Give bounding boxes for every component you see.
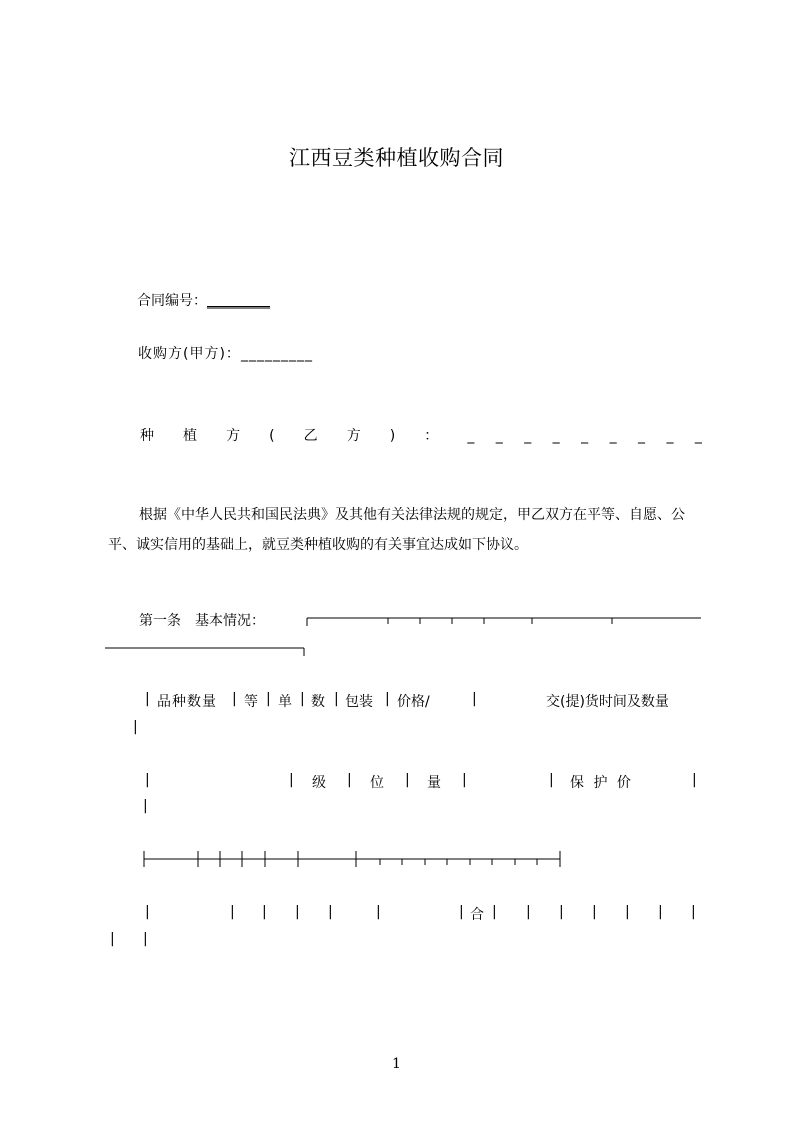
table-cell: | bbox=[300, 691, 305, 707]
table-cell: | bbox=[405, 772, 410, 788]
table-header-cell: 品种数量 bbox=[157, 694, 217, 710]
table-cell: | bbox=[462, 772, 467, 788]
table-header-cell: 保 护 价 bbox=[570, 775, 631, 791]
table-cell: | bbox=[691, 904, 696, 920]
table-header-cell: 合 bbox=[470, 907, 484, 923]
table-cell: | bbox=[347, 772, 352, 788]
grower-label-char: 植 bbox=[183, 428, 198, 444]
grower-label-char: ( bbox=[269, 428, 275, 444]
table-cell: | bbox=[625, 904, 630, 920]
table-cell: | bbox=[230, 904, 235, 920]
table-cell: | bbox=[559, 904, 564, 920]
grower-blank[interactable]: _ _ _ _ _ _ _ _ _ bbox=[467, 428, 702, 444]
table-cell: | bbox=[526, 904, 531, 920]
grower-label-char: 乙 bbox=[303, 428, 318, 444]
table-cell: | bbox=[334, 691, 339, 707]
grower-label-char: ： bbox=[424, 428, 439, 444]
table-header-cell: 单 bbox=[278, 694, 292, 710]
buyer-label: 收购方(甲方)： bbox=[138, 346, 241, 362]
table-cell: | bbox=[289, 772, 294, 788]
table-cell: | bbox=[549, 772, 554, 788]
table-cell: | bbox=[145, 904, 150, 920]
intro-paragraph: 根据《中华人民共和国民法典》及其他有关法律法规的规定，甲乙双方在平等、自愿、公平、诚实信用的基础上，就豆类种植收购的有关事宜达成如下协议。 bbox=[108, 507, 685, 553]
table-header-cell: 包装 bbox=[345, 694, 373, 710]
table-header-cell: 等 bbox=[244, 694, 258, 710]
table-cell: | bbox=[145, 691, 150, 707]
table-cell: | bbox=[143, 798, 148, 814]
table-cell: | bbox=[295, 904, 300, 920]
table-header-cell: 交(提)货时间及数量 bbox=[546, 694, 669, 710]
table-cell: | bbox=[232, 691, 237, 707]
table-cell: | bbox=[385, 691, 390, 707]
table-cell: | bbox=[133, 719, 138, 735]
table-header-cell: 价格/ bbox=[397, 694, 430, 710]
grower-label-char: 方 bbox=[346, 428, 361, 444]
table-cell: | bbox=[376, 904, 381, 920]
buyer-blank[interactable]: _________ bbox=[240, 346, 313, 362]
table-cell: | bbox=[266, 691, 271, 707]
page-number: 1 bbox=[392, 1056, 401, 1072]
table-cell: | bbox=[492, 904, 497, 920]
contract-number-label: 合同编号： bbox=[137, 293, 207, 309]
table-cell: | bbox=[110, 931, 115, 947]
table-header-cell: 量 bbox=[427, 775, 441, 791]
table-cell: | bbox=[145, 772, 150, 788]
table-cell: | bbox=[328, 904, 333, 920]
grower-label-char: ) bbox=[389, 428, 396, 444]
table-cell: | bbox=[658, 904, 663, 920]
contract-number-blank[interactable]: _________ bbox=[207, 293, 270, 309]
table-cell: | bbox=[472, 691, 477, 707]
article-1-heading: 第一条 基本情况： bbox=[139, 613, 265, 629]
document-title: 江西豆类种植收购合同 bbox=[289, 146, 504, 170]
table-header-cell: 级 bbox=[312, 775, 326, 791]
table-header-cell: 位 bbox=[370, 775, 384, 791]
grower-label-char: 种 bbox=[140, 428, 154, 444]
table-cell: | bbox=[592, 904, 597, 920]
table-cell: | bbox=[143, 931, 148, 947]
grower-label-char: 方 bbox=[226, 428, 241, 444]
table-cell: | bbox=[459, 904, 464, 920]
table-header-cell: 数 bbox=[311, 694, 325, 710]
table-cell: | bbox=[692, 772, 697, 788]
table-cell: | bbox=[262, 904, 267, 920]
